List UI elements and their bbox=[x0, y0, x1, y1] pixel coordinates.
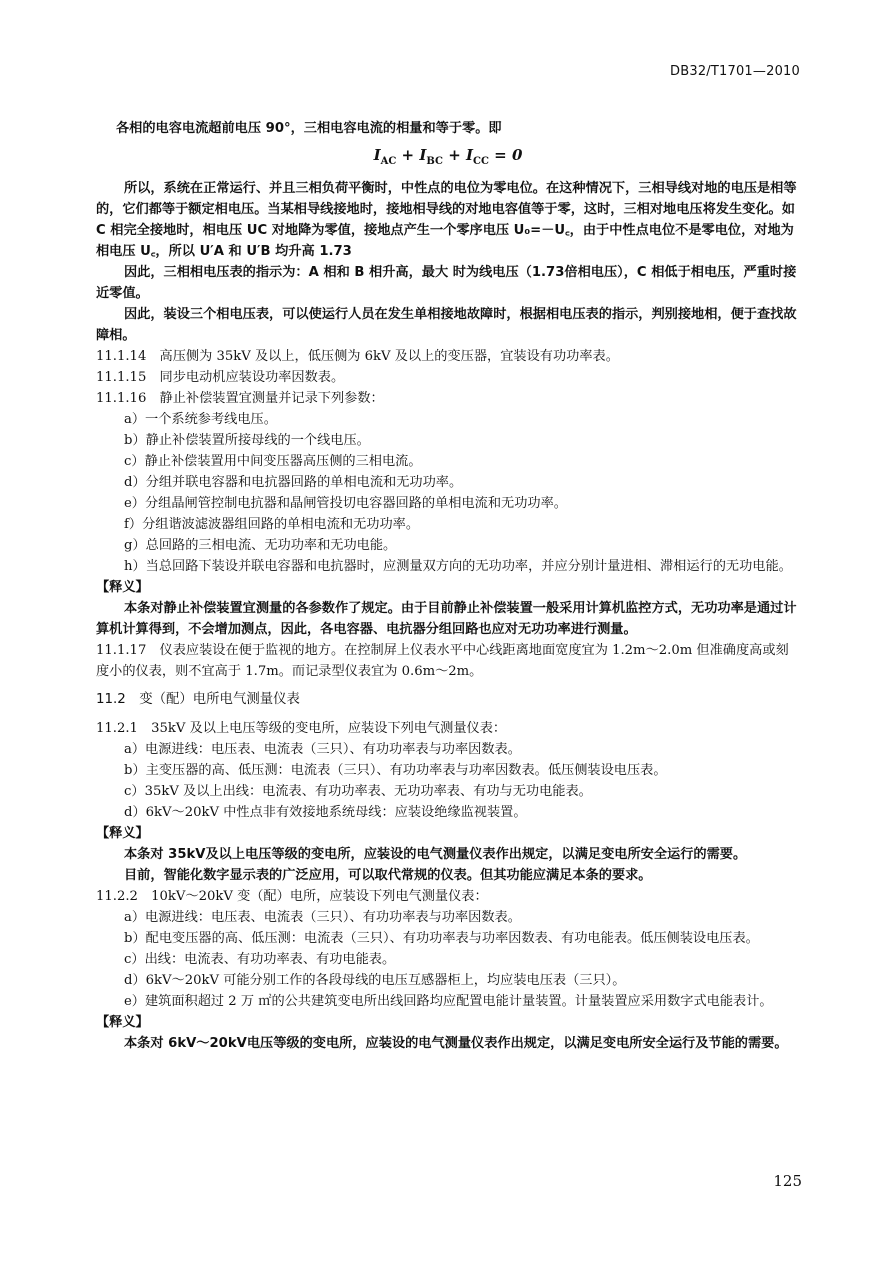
formula-operator: + bbox=[442, 146, 466, 164]
formula-subscript: CC bbox=[473, 156, 489, 167]
list-item: d）分组并联电容器和电抗器回路的单相电流和无功功率。 bbox=[124, 475, 463, 490]
list-item: a）一个系统参考线电压。 bbox=[124, 412, 277, 427]
paragraph-neutral-point: 所以，系统在正常运行、并且三相负荷平衡时，中性点的电位为零电位。在这种情况下，三相导线对地的电压是相等的，它们都等于额定相电压。当某相导线接地时，接地相导线的对地电容值等于零，这时，三相对地电压将发生变化。如 C 相完全接地时，相电压 UC 对地降为零值，接地点产生一个零序电压 U₀=－U꜀，由于中性点电位不是零电位，对地为相电压 U꜀，所以 U′A 和 U′B 均升高 1.73 bbox=[96, 181, 797, 259]
clause-11-1-15: 11.1.15 同步电动机应装设功率因数表。 bbox=[96, 370, 345, 385]
paragraph-phase-voltmeter: 因此，三相相电压表的指示为：A 相和 B 相升高，最大 时为线电压（1.73倍相电压），C 相低于相电压，严重时接近零值。 bbox=[96, 265, 797, 301]
formula-subscript: BC bbox=[426, 156, 443, 167]
formula-term: I bbox=[373, 146, 381, 164]
page-number: 125 bbox=[773, 1172, 802, 1190]
formula-operator: + bbox=[396, 146, 420, 164]
explanation-text: 本条对 35kV及以上电压等级的变电所，应装设的电气测量仪表作出规定，以满足变电所安全运行的需要。 bbox=[124, 847, 747, 862]
list-item: g）总回路的三相电流、无功功率和无功电能。 bbox=[124, 538, 397, 553]
list-item: c）35kV 及以上出线：电流表、有功功率表、无功功率表、有功与无功电能表。 bbox=[124, 784, 592, 799]
formula-equals: = 0 bbox=[488, 146, 523, 164]
explanation-text: 目前，智能化数字显示表的广泛应用，可以取代常规的仪表。但其功能应满足本条的要求。 bbox=[124, 868, 652, 883]
list-item: c）静止补偿装置用中间变压器高压侧的三相电流。 bbox=[124, 454, 422, 469]
list-item: a）电源进线：电压表、电流表（三只）、有功功率表与功率因数表。 bbox=[124, 742, 521, 757]
list-item: e）分组晶闸管控制电抗器和晶闸管投切电容器回路的单相电流和无功功率。 bbox=[124, 496, 567, 511]
clause-11-1-17: 11.1.17 仪表应装设在便于监视的地方。在控制屏上仪表水平中心线距离地面宽度宜为 1.2m～2.0m 但准确度高或刻度小的仪表，则不宜高于 1.7m。而记录型仪表宜为 0.6m～2m。 bbox=[96, 643, 789, 679]
clause-11-2-2: 11.2.2 10kV～20kV 变（配）电所，应装设下列电气测量仪表： bbox=[96, 889, 488, 904]
explanation-heading: 【释义】 bbox=[96, 826, 149, 841]
list-item: b）主变压器的高、低压测：电流表（三只）、有功功率表与功率因数表。低压侧装设电压表。 bbox=[124, 763, 667, 778]
list-item: a）电源进线：电压表、电流表（三只）、有功功率表与功率因数表。 bbox=[124, 910, 521, 925]
list-item: c）出线：电流表、有功功率表、有功电能表。 bbox=[124, 952, 396, 967]
list-item: b）静止补偿装置所接母线的一个线电压。 bbox=[124, 433, 370, 448]
clause-11-1-14: 11.1.14 高压侧为 35kV 及以上，低压侧为 6kV 及以上的变压器，宜装设有功功率表。 bbox=[96, 349, 619, 364]
page-content bbox=[96, 118, 800, 1054]
explanation-heading: 【释义】 bbox=[96, 580, 149, 595]
explanation-heading: 【释义】 bbox=[96, 1015, 149, 1030]
doc-code: DB32/T1701—2010 bbox=[670, 64, 800, 79]
explanation-text: 本条对 6kV～20kV电压等级的变电所，应装设的电气测量仪表作出规定，以满足变电所安全运行及节能的需要。 bbox=[124, 1036, 788, 1051]
paragraph-capacitive-current: 各相的电容电流超前电压 90°，三相电容电流的相量和等于零。即 bbox=[116, 121, 502, 136]
clause-11-2-1: 11.2.1 35kV 及以上电压等级的变电所，应装设下列电气测量仪表： bbox=[96, 721, 507, 736]
paragraph-install-voltmeters: 因此，装设三个相电压表，可以使运行人员在发生单相接地故障时，根据相电压表的指示，判别接地相，便于查找故障相。 bbox=[96, 307, 797, 343]
formula-term: I bbox=[466, 146, 474, 164]
section-heading-11-2: 11.2 变（配）电所电气测量仪表 bbox=[96, 692, 300, 707]
clause-11-1-16: 11.1.16 静止补偿装置宜测量并记录下列参数： bbox=[96, 391, 384, 406]
list-item: d）6kV～20kV 可能分别工作的各段母线的电压互感器柜上，均应装电压表（三只）。 bbox=[124, 973, 626, 988]
explanation-text: 本条对静止补偿装置宜测量的各参数作了规定。由于目前静止补偿装置一般采用计算机监控方式，无功功率是通过计算机计算得到，不会增加测点，因此，各电容器、电抗器分组回路也应对无功功率进行测量。 bbox=[96, 601, 797, 637]
formula-subscript: AC bbox=[380, 156, 397, 167]
list-item: d）6kV～20kV 中性点非有效接地系统母线：应装设绝缘监视装置。 bbox=[124, 805, 527, 820]
formula-term: I bbox=[419, 146, 427, 164]
list-item: f）分组谐波滤波器组回路的单相电流和无功功率。 bbox=[124, 517, 420, 532]
list-item: b）配电变压器的高、低压测：电流表（三只）、有功功率表与功率因数表、有功电能表。低压侧装设电压表。 bbox=[124, 931, 759, 946]
formula-current-sum bbox=[96, 141, 800, 176]
list-item: h）当总回路下装设并联电容器和电抗器时，应测量双方向的无功功率，并应分别计量进相、滞相运行的无功电能。 bbox=[124, 559, 792, 574]
list-item: e）建筑面积超过 2 万 ㎡的公共建筑变电所出线回路均应配置电能计量装置。计量装置应采用数字式电能表计。 bbox=[124, 994, 773, 1009]
